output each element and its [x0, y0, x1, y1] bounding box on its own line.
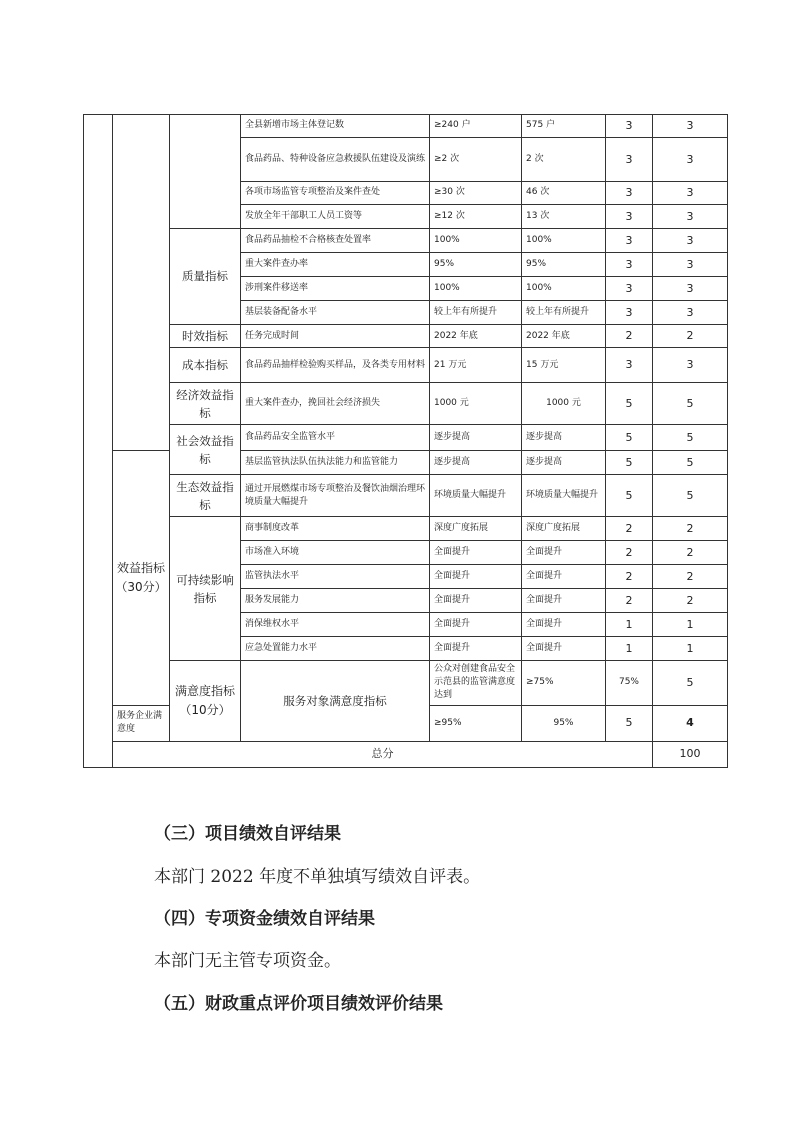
section-heading-special-funds: （四）专项资金绩效自评结果: [154, 909, 375, 929]
table-row: [84, 475, 728, 517]
weight-cell: 3: [606, 205, 653, 229]
score-cell: 2: [653, 541, 728, 565]
weight-cell: 2: [606, 325, 653, 348]
score-cell: 1: [653, 613, 728, 637]
total-weight: 100: [653, 741, 728, 767]
weight-cell: 5: [653, 661, 728, 705]
actual-cell: 全面提升: [522, 613, 606, 637]
indicator-cell: 服务企业满意度: [113, 705, 170, 741]
benefit-indicator-label: 效益指标（30分）: [113, 451, 170, 705]
actual-cell: 95%: [522, 253, 606, 277]
score-cell: 5: [653, 475, 728, 517]
weight-cell: 5: [606, 451, 653, 475]
score-cell: 3: [653, 115, 728, 138]
score-cell: 3: [653, 348, 728, 383]
indicator-cell: 通过开展燃煤市场专项整治及餐饮油烟治理环境质量大幅提升: [241, 475, 430, 517]
target-cell: 全面提升: [430, 589, 522, 613]
weight-cell: 2: [606, 541, 653, 565]
ecological-benefit-label: 生态效益指标: [170, 475, 241, 517]
weight-cell: 1: [606, 613, 653, 637]
score-cell: 2: [653, 589, 728, 613]
target-cell: 100%: [430, 229, 522, 253]
actual-cell: 2 次: [522, 138, 606, 182]
actual-cell: 95%: [522, 705, 606, 741]
indicator-cell: 重大案件查办率: [241, 253, 430, 277]
score-cell: 2: [653, 565, 728, 589]
sustainable-impact-label: 可持续影响指标: [170, 517, 241, 661]
target-cell: ≥2 次: [430, 138, 522, 182]
table-row: [84, 383, 728, 425]
table-row: [84, 517, 728, 541]
target-cell: 深度广度拓展: [430, 517, 522, 541]
target-cell: ≥75%: [522, 661, 606, 705]
target-cell: 较上年有所提升: [430, 301, 522, 325]
actual-cell: 1000 元: [522, 383, 606, 425]
actual-cell: 逐步提高: [522, 451, 606, 475]
target-cell: 21 万元: [430, 348, 522, 383]
indicator-cell: 食品药品抽检不合格核查处置率: [241, 229, 430, 253]
section-heading-key-evaluation: （五）财政重点评价项目绩效评价结果: [154, 994, 443, 1014]
table-row: [84, 115, 728, 138]
actual-cell: 全面提升: [522, 541, 606, 565]
target-cell: 全面提升: [430, 613, 522, 637]
weight-cell: 2: [606, 517, 653, 541]
weight-cell: 3: [606, 301, 653, 325]
indicator-cell: 服务发展能力: [241, 589, 430, 613]
level2-cell: [113, 115, 170, 451]
weight-cell: 5: [606, 425, 653, 451]
actual-cell: 深度广度拓展: [522, 517, 606, 541]
actual-cell: 逐步提高: [522, 425, 606, 451]
indicator-cell: 监管执法水平: [241, 565, 430, 589]
actual-cell: 全面提升: [522, 589, 606, 613]
weight-cell: 3: [606, 138, 653, 182]
table-row: [84, 661, 728, 681]
weight-cell: 3: [606, 182, 653, 205]
target-cell: 逐步提高: [430, 425, 522, 451]
target-cell: 全面提升: [430, 565, 522, 589]
indicator-cell: 基层监管执法队伍执法能力和监管能力: [241, 451, 430, 475]
timeliness-indicator-label: 时效指标: [170, 325, 241, 348]
cost-indicator-label: 成本指标: [170, 348, 241, 383]
indicator-cell: 各项市场监管专项整治及案件查处: [241, 182, 430, 205]
economic-benefit-label: 经济效益指标: [170, 383, 241, 425]
target-cell: 100%: [430, 277, 522, 301]
target-cell: ≥95%: [430, 705, 522, 741]
actual-cell: 15 万元: [522, 348, 606, 383]
indicator-cell: 市场准入环境: [241, 541, 430, 565]
score-cell: 5: [653, 451, 728, 475]
quality-indicator-label: 质量指标: [170, 229, 241, 325]
weight-cell: 1: [606, 637, 653, 661]
score-cell: 3: [653, 182, 728, 205]
weight-cell: 2: [606, 565, 653, 589]
score-cell: 3: [653, 229, 728, 253]
indicator-cell: 发放全年干部职工人员工资等: [241, 205, 430, 229]
weight-cell: 3: [606, 348, 653, 383]
target-cell: ≥30 次: [430, 182, 522, 205]
actual-cell: 575 户: [522, 115, 606, 138]
table-row: [84, 229, 728, 253]
score-cell: 3: [653, 205, 728, 229]
service-satisfaction-label: 服务对象满意度指标: [241, 661, 430, 741]
score-cell: 5: [653, 425, 728, 451]
target-cell: ≥240 户: [430, 115, 522, 138]
actual-cell: 13 次: [522, 205, 606, 229]
level1-cell: [84, 115, 113, 768]
target-cell: 全面提升: [430, 541, 522, 565]
indicator-cell: 涉刑案件移送率: [241, 277, 430, 301]
weight-cell: 5: [606, 475, 653, 517]
table-row: [84, 348, 728, 383]
indicator-cell: 食品药品抽样检验购买样品，及各类专用材料: [241, 348, 430, 383]
weight-cell: 3: [606, 253, 653, 277]
target-cell: 环境质量大幅提升: [430, 475, 522, 517]
actual-cell: 2022 年底: [522, 325, 606, 348]
indicator-cell: 任务完成时间: [241, 325, 430, 348]
score-cell: 4: [653, 705, 728, 741]
actual-cell: 全面提升: [522, 565, 606, 589]
actual-cell: 75%: [606, 661, 653, 705]
weight-cell: 3: [606, 229, 653, 253]
target-cell: 全面提升: [430, 637, 522, 661]
total-label: 总分: [113, 741, 653, 767]
indicator-cell: 食品药品安全监管水平: [241, 425, 430, 451]
indicator-cell: 商事制度改革: [241, 517, 430, 541]
indicator-cell: 消保维权水平: [241, 613, 430, 637]
weight-cell: 2: [606, 589, 653, 613]
level3-cell: [170, 115, 241, 229]
score-cell: 5: [653, 383, 728, 425]
score-cell: 3: [653, 253, 728, 277]
actual-cell: 100%: [522, 229, 606, 253]
social-benefit-label: 社会效益指标: [170, 425, 241, 475]
weight-cell: 5: [606, 705, 653, 741]
weight-cell: 5: [606, 383, 653, 425]
score-cell: 3: [653, 138, 728, 182]
actual-cell: 100%: [522, 277, 606, 301]
weight-cell: 3: [606, 277, 653, 301]
score-cell: 2: [653, 325, 728, 348]
actual-cell: 全面提升: [522, 637, 606, 661]
score-cell: 3: [653, 277, 728, 301]
target-cell: 逐步提高: [430, 451, 522, 475]
target-cell: 1000 元: [430, 383, 522, 425]
indicator-cell: 重大案件查办，挽回社会经济损失: [241, 383, 430, 425]
total-row: [84, 741, 728, 767]
indicator-cell: 应急处置能力水平: [241, 637, 430, 661]
target-cell: 2022 年底: [430, 325, 522, 348]
actual-cell: 较上年有所提升: [522, 301, 606, 325]
score-cell: 2: [653, 517, 728, 541]
indicator-cell: 基层装备配备水平: [241, 301, 430, 325]
section-text-special-funds: 本部门无主管专项资金。: [154, 951, 341, 971]
score-cell: 3: [653, 301, 728, 325]
target-cell: ≥12 次: [430, 205, 522, 229]
performance-table: [83, 114, 728, 768]
indicator-cell: 全县新增市场主体登记数: [241, 115, 430, 138]
table-row: [84, 325, 728, 348]
indicator-cell: 公众对创建食品安全示范县的监管满意度达到: [430, 661, 522, 705]
target-cell: 95%: [430, 253, 522, 277]
weight-cell: 3: [606, 115, 653, 138]
table-row: [84, 425, 728, 451]
score-cell: 1: [653, 637, 728, 661]
actual-cell: 46 次: [522, 182, 606, 205]
indicator-cell: 食品药品、特种设备应急救援队伍建设及演练: [241, 138, 430, 182]
actual-cell: 环境质量大幅提升: [522, 475, 606, 517]
satisfaction-indicator-label: 满意度指标（10分）: [170, 661, 241, 741]
section-text-project-results: 本部门 2022 年度不单独填写绩效自评表。: [154, 867, 481, 887]
section-heading-project-results: （三）项目绩效自评结果: [154, 824, 341, 844]
